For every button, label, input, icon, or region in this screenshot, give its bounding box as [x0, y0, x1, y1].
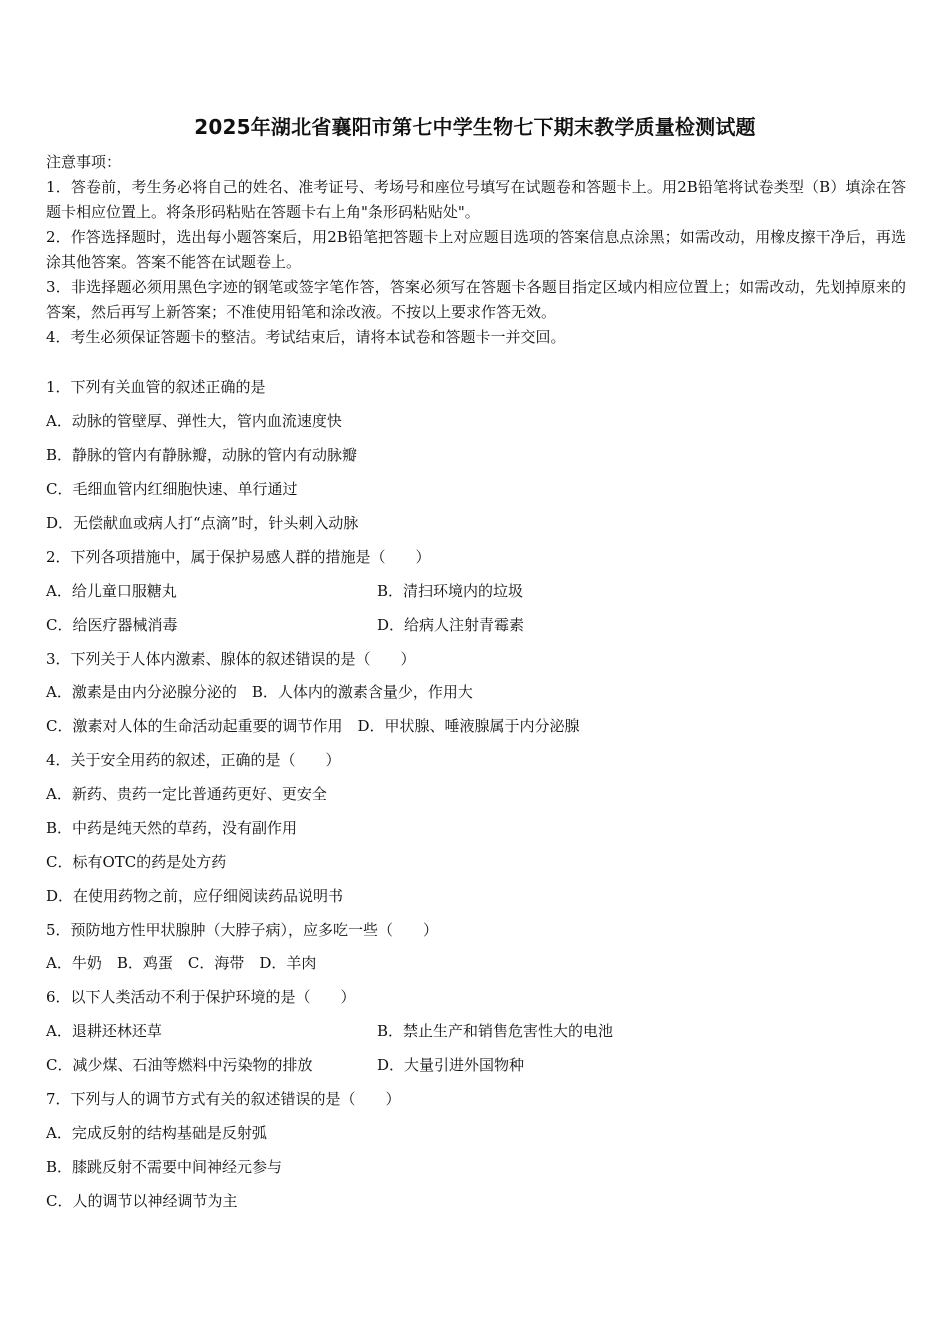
question-4-option-d: D．在使用药物之前，应仔细阅读药品说明书: [46, 887, 344, 905]
question-7-option-b: B．膝跳反射不需要中间神经元参与: [46, 1158, 283, 1176]
question-3-options-ab: A．激素是由内分泌腺分泌的 B．人体内的激素含量少，作用大: [46, 683, 473, 701]
notice-item: 2．作答选择题时，选出每小题答案后，用2B铅笔把答题卡上对应题目选项的答案信息点涂黑；如需改动，用橡皮擦干净后，再选涂其他答案。答案不能答在试题卷上。: [46, 228, 906, 271]
question-2-options-row-2: [46, 614, 906, 635]
question-4-stem: 4．关于安全用药的叙述，正确的是（ ）: [46, 751, 341, 769]
question-7-stem: 7．下列与人的调节方式有关的叙述错误的是（ ）: [46, 1090, 401, 1108]
question-2-stem: 2．下列各项措施中，属于保护易感人群的措施是（ ）: [46, 548, 431, 566]
question-2-option-d: D．给病人注射青霉素: [377, 616, 525, 634]
question-4-option-a: A．新药、贵药一定比普通药更好、更安全: [46, 785, 327, 803]
question-1-option-c: C．毛细血管内红细胞快速、单行通过: [46, 480, 298, 498]
question-2-option-b: B．清扫环境内的垃圾: [377, 582, 524, 600]
question-7-option-c: C．人的调节以神经调节为主: [46, 1192, 238, 1210]
question-2-options-row-1: [46, 580, 906, 601]
question-1-option-b: B．静脉的管内有静脉瓣，动脉的管内有动脉瓣: [46, 446, 358, 464]
question-6-option-a: A．退耕还林还草: [46, 1022, 162, 1040]
question-4-option-b: B．中药是纯天然的草药，没有副作用: [46, 819, 298, 837]
question-6-options-row-2: [46, 1054, 906, 1075]
question-6-option-b: B．禁止生产和销售危害性大的电池: [377, 1022, 614, 1040]
question-5-options: A．牛奶 B．鸡蛋 C．海带 D．羊肉: [46, 954, 317, 972]
question-5-stem: 5．预防地方性甲状腺肿（大脖子病），应多吃一些（ ）: [46, 921, 439, 939]
notice-item: 4．考生必须保证答题卡的整洁。考试结束后，请将本试卷和答题卡一并交回。: [46, 328, 566, 346]
question-4-option-c: C．标有OTC的药是处方药: [46, 853, 227, 871]
notice-heading: 注意事项：: [46, 153, 122, 171]
notice-item: 3．非选择题必须用黑色字迹的钢笔或签字笔作答，答案必须写在答题卡各题目指定区域内相应位置上；如需改动，先划掉原来的答案，然后再写上新答案；不准使用铅笔和涂改液。不按以上要求作答无效。: [46, 278, 906, 321]
question-2-option-a: A．给儿童口服糖丸: [46, 582, 177, 600]
notice-section: [46, 150, 906, 350]
question-3-stem: 3．下列关于人体内激素、腺体的叙述错误的是（ ）: [46, 650, 416, 668]
question-6-options-row-1: [46, 1020, 906, 1041]
question-3-options-cd: C．激素对人体的生命活动起重要的调节作用 D．甲状腺、唾液腺属于内分泌腺: [46, 717, 580, 735]
question-1-option-a: A．动脉的管壁厚、弹性大，管内血流速度快: [46, 412, 342, 430]
question-6-option-c: C．减少煤、石油等燃料中污染物的排放: [46, 1056, 313, 1074]
question-1-option-d: D．无偿献血或病人打“点滴”时，针头刺入动脉: [46, 514, 359, 532]
question-7-option-a: A．完成反射的结构基础是反射弧: [46, 1124, 267, 1142]
question-6-option-d: D．大量引进外国物种: [377, 1056, 525, 1074]
question-2-option-c: C．给医疗器械消毒: [46, 616, 178, 634]
page-title: 2025年湖北省襄阳市第七中学生物七下期末教学质量检测试题: [194, 115, 756, 139]
question-6-stem: 6．以下人类活动不利于保护环境的是（ ）: [46, 988, 356, 1006]
notice-item: 1．答卷前，考生务必将自己的姓名、准考证号、考场号和座位号填写在试题卷和答题卡上。用2B铅笔将试卷类型（B）填涂在答题卡相应位置上。将条形码粘贴在答题卡右上角"条形码粘贴处"。: [46, 178, 906, 221]
question-1-stem: 1．下列有关血管的叙述正确的是: [46, 378, 266, 396]
